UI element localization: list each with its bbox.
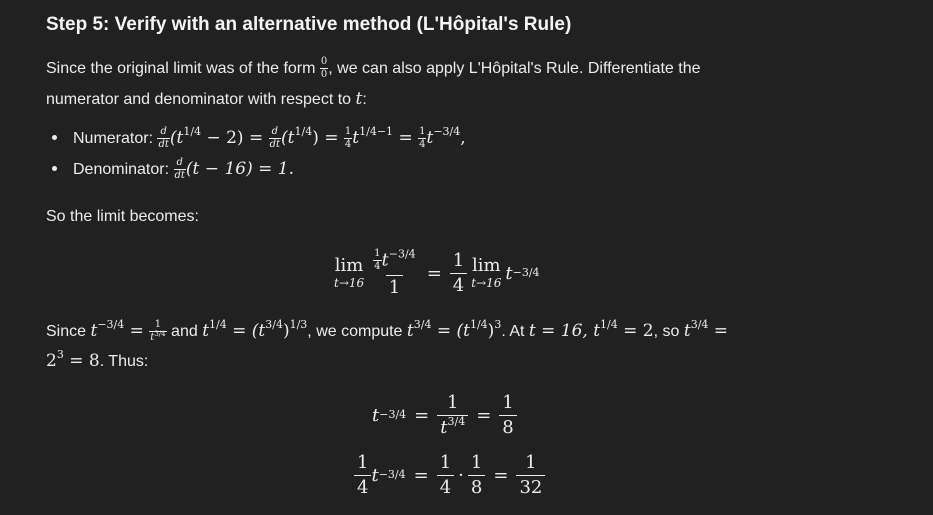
derivative-operator	[174, 158, 186, 181]
exponent: 1/4	[209, 318, 227, 331]
exponent: 3/4	[265, 318, 283, 331]
lim-subscript: t→16	[334, 276, 365, 290]
fraction-den: 8	[468, 475, 485, 497]
fraction-den: 4	[354, 475, 371, 497]
exponent: 3/4	[413, 318, 432, 331]
num-exp-3: 1/4−1	[359, 125, 394, 138]
var-t: t	[202, 321, 210, 341]
big-fraction-num	[370, 249, 419, 275]
num-term-5: t	[352, 128, 360, 148]
math-part: =	[708, 321, 729, 341]
var-t: t	[683, 321, 691, 341]
fraction-num: 1	[154, 319, 162, 330]
fraction-num: 1	[452, 249, 465, 271]
d-top: d	[176, 157, 183, 168]
bullet-dot	[52, 166, 57, 171]
d-top: d	[160, 126, 167, 137]
derivative-operator	[269, 127, 281, 150]
since-text-3: . At	[501, 323, 529, 340]
big-fraction	[370, 249, 419, 297]
fraction-num: 1	[344, 126, 352, 137]
dt-bottom: dt	[174, 170, 185, 181]
exponent: −3/4	[388, 247, 416, 261]
result-equation: $\frac{1}{4}$ t −3/4 = $\frac{1}{4}$ · $\frac{1}{8}$ = $\frac{1}{32}$	[354, 450, 545, 500]
denominator-item	[73, 157, 294, 182]
intro-text-c: numerator and denominator with respect to	[46, 91, 356, 108]
bullet-dot	[52, 135, 57, 140]
coef-fraction	[354, 451, 371, 498]
var-t: t	[90, 321, 98, 341]
math-part: )	[282, 321, 290, 341]
exponent: 1/4	[469, 318, 488, 331]
intro-line-1	[46, 54, 701, 84]
exponent: 3/4	[154, 330, 166, 338]
fraction-num: 1	[439, 451, 452, 473]
numerator-label: Numerator:	[73, 130, 158, 147]
derivative-operator	[157, 127, 169, 150]
since-and: and	[166, 323, 203, 340]
num-exp-1: 1/4	[183, 125, 202, 138]
math-part: = (t	[431, 321, 470, 341]
num-term-6: =	[393, 128, 419, 148]
recip-fraction	[149, 320, 166, 343]
result-fraction	[516, 451, 545, 498]
dt-bottom: dt	[269, 139, 281, 150]
equals-sign: =	[413, 464, 429, 486]
exponent: 3	[494, 318, 502, 331]
var-t: t	[505, 262, 513, 284]
fraction-num: 1	[446, 391, 459, 413]
denominator-math	[174, 159, 294, 179]
math-part: = (t	[226, 321, 266, 341]
num-term-3: (t	[281, 128, 295, 148]
fraction-num: 1	[525, 451, 537, 473]
math-part: = 2	[617, 321, 654, 341]
num-term-7: t	[426, 128, 434, 148]
fraction-num: 1	[374, 248, 381, 259]
fraction-num: 1	[419, 126, 426, 137]
since-text-2: , we compute	[307, 323, 407, 340]
so-limit-text: So the limit becomes:	[46, 208, 199, 225]
multiply-dot: ·	[458, 464, 464, 486]
fraction-den: 4	[344, 139, 352, 150]
eighth-fraction	[499, 391, 516, 438]
exponent: 3/4	[690, 318, 709, 331]
den-term-1: (t − 16) = 1.	[185, 159, 294, 179]
lim-word: lim	[334, 255, 364, 276]
num-term-8: ,	[460, 128, 466, 148]
num-exp-4: −3/4	[433, 125, 461, 138]
var-t: t	[371, 464, 379, 486]
fraction-den: 4	[419, 139, 426, 150]
num-term-1: (t	[169, 128, 184, 148]
dt-bottom: dt	[158, 139, 169, 150]
fraction-den	[437, 415, 468, 437]
since-text-4: , so	[653, 323, 684, 340]
var-t: t	[150, 332, 155, 343]
intro-line-2	[46, 84, 367, 115]
intro-text-b: , we can also apply L'Hôpital's Rule. Differentiate the	[328, 60, 701, 77]
quarter-fraction	[373, 249, 381, 272]
form-denominator: 0	[320, 69, 328, 81]
math-part: 2	[46, 351, 57, 371]
math-part: t = 16, t	[528, 321, 601, 341]
since-text-1: Since	[46, 323, 91, 340]
equals-sign: =	[493, 464, 509, 486]
var-t: t	[381, 249, 389, 271]
step-heading: Step 5: Verify with an alternative method (L'Hôpital's Rule)	[46, 14, 572, 35]
equals-sign: =	[476, 404, 492, 426]
d-top: d	[271, 126, 279, 137]
exponent: 1/3	[289, 318, 308, 331]
equals-sign: =	[426, 262, 442, 284]
numerator-item	[73, 126, 466, 151]
intro-text-d: :	[362, 91, 367, 108]
fraction-den: 8	[499, 415, 516, 437]
fraction-num: 1	[470, 451, 483, 473]
fraction-den: 4	[450, 273, 467, 295]
math-part: )	[487, 321, 495, 341]
equals-sign: =	[124, 321, 150, 341]
numerator-math	[157, 125, 466, 150]
big-fraction-den: 1	[386, 275, 403, 297]
exponent: 1/4	[600, 318, 618, 331]
num-term-4: ) =	[312, 128, 344, 148]
recip-fraction	[437, 391, 468, 438]
fraction-num: 1	[502, 391, 514, 413]
limit-equation: lim t→16 $\frac{1}{4}$ $t^{-3/4}$ 1 = $\frac{1}{4}$ lim t→16 t −3/4	[334, 247, 540, 298]
exponent: 3/4	[447, 414, 466, 428]
exponent: 3	[56, 348, 64, 361]
var-t: t	[406, 321, 414, 341]
quarter-fraction	[437, 451, 454, 498]
num-exp-2: 1/4	[294, 125, 313, 138]
limit-operator	[334, 257, 364, 289]
limit-operator	[471, 257, 501, 289]
lim-word: lim	[472, 255, 501, 276]
intro-var-t: t	[355, 89, 363, 109]
exponent: −3/4	[97, 318, 125, 331]
fraction-den: 4	[437, 475, 454, 497]
var-t: t	[440, 416, 448, 438]
denominator-label: Denominator:	[73, 161, 174, 178]
coef-fraction	[450, 249, 467, 296]
equals-sign: =	[414, 404, 430, 426]
math-part: = 8	[63, 351, 100, 371]
fraction-den: 4	[374, 261, 381, 272]
fraction-den	[149, 331, 166, 343]
fraction-den: 32	[516, 475, 545, 497]
var-t: t	[372, 404, 380, 426]
thus-text: . Thus:	[99, 353, 149, 370]
eighth-fraction	[468, 451, 485, 498]
form-numerator: 0	[320, 56, 328, 68]
since-line-2	[46, 346, 148, 377]
intro-text-a: Since the original limit was of the form	[46, 60, 320, 77]
form-fraction	[320, 57, 328, 80]
num-term-2: − 2) =	[201, 128, 269, 148]
reciprocal-equation: t −3/4 = $\frac{1}{t^{3/4}}$ = $\frac{1}{8}$	[372, 390, 517, 440]
lim-subscript: t→16	[471, 276, 502, 290]
since-line-1	[46, 316, 728, 347]
fraction-num: 1	[357, 451, 369, 473]
